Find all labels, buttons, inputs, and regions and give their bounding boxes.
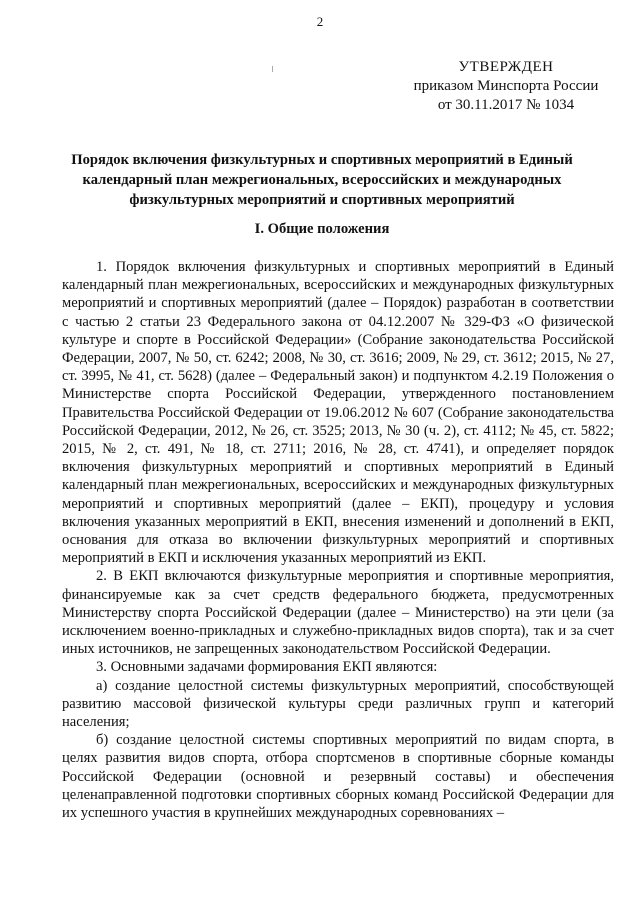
approval-order: приказом Минспорта России: [413, 78, 599, 94]
title-line-1: Порядок включения физкультурных и спортивных мероприятий в Единый: [71, 152, 573, 168]
scan-mark: [272, 66, 273, 72]
body-text: [62, 258, 614, 822]
paragraph-1: 1. Порядок включения физкультурных и спортивных мероприятий в Единый календарный план межрегиональных, всероссийских и международных физкультурных мероприятий и спортивных мероприятий (далее – Порядок) разработан в соответствии с частью 2 статьи 23 Федерального закона от 04.12.2007 № 329-ФЗ «О физической культуре и спорте в Российской Федерации» (Собрание законодательства Российской Федерации, 2007, № 50, ст. 6242; 2008, № 30, ст. 3616; 2009, № 29, ст. 3612; 2015, № 27, ст. 3995, № 41, ст. 5628) (далее – Федеральный закон) и подпунктом 4.2.19 Положения о Министерстве спорта Российской Федерации, утвержденного постановлением Правительства Российской Федерации от 19.06.2012 № 607 (Собрание законодательства Российской Федерации, 2012, № 26, ст. 3525; 2013, № 30 (ч. 2), ст. 4112; № 45, ст. 5822; 2015, № 2, ст. 491, № 18, ст. 2711; 2016, № 28, ст. 4741), и определяет порядок включения физкультурных мероприятий и спортивных мероприятий в Единый календарный план межрегиональных, всероссийских и международных физкультурных мероприятий и спортивных мероприятий (далее – ЕКП), процедуру и условия включения указанных мероприятий в ЕКП, внесения изменений и дополнений в ЕКП, основания для отказа во включении физкультурных мероприятий и спортивных мероприятий в ЕКП и исключения указанных мероприятий из ЕКП.: [62, 259, 614, 567]
paragraph-3: 3. Основными задачами формирования ЕКП являются:: [96, 659, 438, 676]
page-number: 2: [316, 14, 324, 29]
title-line-2: календарный план межрегиональных, всероссийских и международных: [82, 172, 562, 188]
approval-block: [390, 58, 622, 115]
paragraph-3b: б) создание целостной системы спортивных мероприятий по видам спорта, в целях развития видов спорта, отбора спортсменов в спортивные сборные команды Российской Федерации (основной и резервный составы) и обеспечения целенаправленной подготовки спортивных сборных команд Российской Федерации для их успешного участия в крупнейших международных соревнованиях –: [62, 732, 614, 822]
approval-stamp: УТВЕРЖДЕН: [458, 59, 554, 75]
approval-date: от 30.11.2017 № 1034: [437, 97, 575, 113]
title-line-3: физкультурных мероприятий и спортивных мероприятий: [129, 192, 515, 208]
paragraph-2: 2. В ЕКП включаются физкультурные мероприятия и спортивные мероприятия, финансируемые как за счет средств федерального бюджета, предусмотренных Министерству спорта Российской Федерации (далее – Министерство) на эти цели (за исключением военно-прикладных и служебно-прикладных видов спорта), так и за счет иных источников, не запрещенных законодательством Российской Федерации.: [62, 568, 614, 658]
paragraph-3a: а) создание целостной системы физкультурных мероприятий, способствующей развитию массовой физической культуры среди различных групп и категорий населения;: [62, 677, 614, 731]
document-title: [62, 150, 582, 210]
section-heading: I. Общие положения: [254, 221, 390, 237]
